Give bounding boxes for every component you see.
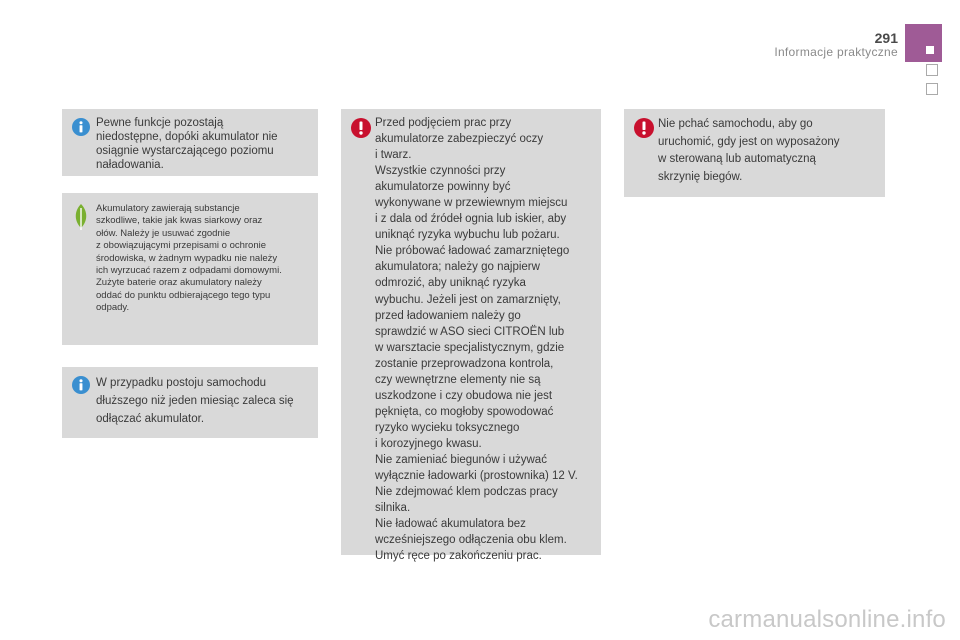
info-note-box [62, 367, 318, 438]
warning-note-box [341, 109, 601, 563]
warning-icon [351, 118, 371, 138]
leaf-icon [72, 204, 90, 230]
info-note-text: Pewne funkcje pozostają niedostępne, dopóki akumulator nie osiągnie wystarczającego poziomu naładowania. [96, 117, 278, 171]
section-title: Informacje praktyczne [774, 45, 898, 59]
warning-note-text: Nie pchać samochodu, aby go uruchomić, gdy jest on wyposażony w sterowaną lub automatyczną skrzynię biegów. [658, 118, 840, 183]
section-tab-active [905, 24, 942, 62]
warning-note-text: Przed podjęciem prac przy akumulatorze zabezpieczyć oczy i twarz. Wszystkie czynności przy akumulatorze powinny być wykonywane w przewiewnym miejscu i z dala od źródeł ognia lub iskier, aby uniknąć ryzyka wybuchu lub pożaru. Nie próbować ładować zamarzniętego akumulatora; należy go najpierw odmrozić, aby uniknąć ryzyka wybuchu. Jeżeli jest on zamarznięty, przed ładowaniem należy go sprawdzić w ASO sieci CITROËN lub w warsztacie specjalistycznym, gdzie zostanie przeprowadzona kontrola, czy wewnętrzne elementy nie są uszkodzone i czy obudowa nie jest pęknięta, co mogłoby spowodować ryzyko wycieku toksycznego i korozyjnego kwasu. Nie zamieniać biegunów i używać wyłącznie ładowarki (prostownika) 12 V. Nie zdejmować klem podczas pracy silnika. Nie ładować akumulatora bez wcześniejszego odłączenia obu klem. Umyć ręce po zakończeniu prac. [375, 117, 578, 563]
watermark: carmanualsonline.info [708, 606, 946, 633]
info-note-text: W przypadku postoju samochodu dłuższego niż jeden miesiąc zaleca się odłączać akumulator. [96, 377, 294, 425]
eco-note-box [62, 193, 318, 345]
eco-note-text: Akumulatory zawierają substancje szkodliwe, takie jak kwas siarkowy oraz ołów. Należy je usuwać zgodnie z obowiązującymi przepisami o ochronie środowiska, w żadnym wypadku nie należy ich wyrzucać razem z odpadami domowymi. Zużyte baterie oraz akumulatory należy oddać do punktu odbierającego tego typu odpady. [96, 203, 282, 314]
tab-square-icon [926, 46, 934, 54]
section-tab-empty [926, 64, 938, 76]
info-note-box [62, 109, 318, 176]
page-number: 291 [874, 30, 898, 46]
warning-icon [634, 118, 654, 138]
warning-note-box [624, 109, 885, 197]
info-icon [72, 118, 90, 136]
info-icon [72, 376, 90, 394]
section-tab-empty [926, 83, 938, 95]
